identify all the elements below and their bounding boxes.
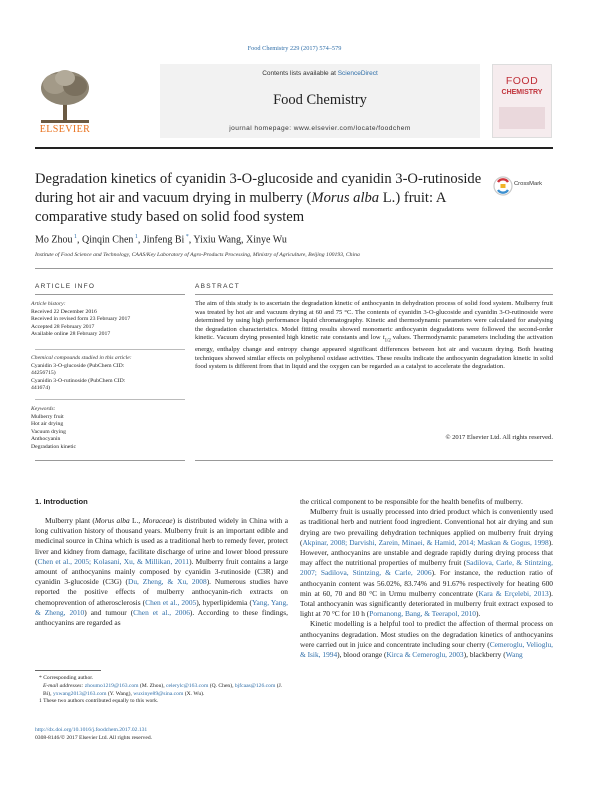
author-footnote-mark[interactable]: * (184, 234, 189, 240)
footnotes (35, 675, 288, 706)
email-link[interactable]: zhoumo1219@163.com (84, 682, 139, 689)
abstract-text (195, 300, 553, 372)
text-run: ). However, anthocyanins are unstable and degrade rapidly during drying process that may affect the nutritional properties of mulberry fruit ( (300, 537, 553, 568)
journal-reference[interactable]: Food Chemistry 229 (2017) 574–579 (247, 45, 342, 52)
intro-paragraph-2 (300, 507, 553, 619)
title-rule (35, 268, 553, 269)
citation-link[interactable]: Du, Zheng, & Xu, 2008 (128, 577, 207, 587)
cover-artwork (499, 107, 545, 129)
author-separator: , (137, 234, 143, 246)
cover-word-chemistry: CHEMISTRY (501, 89, 543, 96)
history-item: Received in revised form 23 February 2017 (31, 316, 131, 323)
title-species: Morus alba (311, 190, 380, 206)
title-text-2: L.) fruit: A comparative study based on solid food system (35, 190, 446, 225)
author-separator: , (241, 234, 247, 246)
keyword-item: Degradation kinetic (31, 443, 77, 450)
citation-link[interactable]: Chen et al., 2005; Kolasani, Xu, & Millikan, 2011 (37, 556, 190, 566)
abstract-bottom-rule (195, 460, 553, 461)
citation-link[interactable]: Wang (505, 650, 523, 660)
citation-link[interactable]: Pornanong, Bang, & Teerapol, 2010 (369, 609, 476, 619)
keyword-item: Hot air drying (31, 421, 64, 428)
email-link[interactable]: celerylc@163.com (166, 682, 209, 689)
citation-link[interactable]: Akpinar, 2008; Darvishi, Zarein, Minaei, & Hamid, 2014; Maskan & Gogus, 1998 (302, 537, 549, 547)
footnote-rule (35, 670, 101, 671)
crossmark-badge[interactable] (493, 176, 553, 198)
abstract-copyright: © 2017 Elsevier Ltd. All rights reserved. (445, 434, 553, 441)
keyword-item: Anthocyanin (31, 436, 61, 443)
text-run: ) is distributed widely in China with a long cultivation history of thousand years. Mulberry fruit is an important edible and medicinal source in China which is used as a traditional herb to remedy fever, protect liver and kidney from damage, facilitate discharge of urine and lower blood pressure ( (35, 516, 288, 566)
author-footnote-mark[interactable]: 1 (133, 234, 138, 240)
history-label: Article history: (31, 301, 66, 307)
citation-link[interactable]: Chen et al., 2005 (145, 597, 197, 607)
text-run: ), blood orange ( (337, 650, 387, 660)
text-run: (Y. Wang), (106, 690, 134, 697)
text-run: ). Numerous studies have reported the positive effects of mulberry anthocyanin-rich extracts on chemoprevention of atherosclerosis ( (35, 577, 288, 607)
homepage-link[interactable]: www.elsevier.com/locate/foodchem (293, 125, 411, 132)
equal-contribution-note: 1 These two authors contributed equally to this work. (39, 698, 159, 705)
author-name[interactable]: Jinfeng Bi (142, 234, 185, 246)
text-run: Kinetic modelling is a helpful tool to predict the affection of thermal process on anthocyanins degradation. Most studies on the degradation kinetics of anthocyanins were carried out in juice and concentrate including sour cherry ( (300, 619, 553, 649)
compounds-list (31, 363, 181, 393)
author-name[interactable]: Xinye Wu (246, 234, 287, 246)
homepage-line (160, 125, 480, 132)
journal-title[interactable]: Food Chemistry (273, 92, 367, 108)
intro-paragraph-1-cont: the critical component to be responsible for the health benefits of mulberry. (300, 497, 523, 506)
homepage-prefix: journal homepage: (229, 125, 294, 132)
sciencedirect-link[interactable]: ScienceDirect (337, 70, 378, 77)
email-label: E-mail addresses: (43, 682, 84, 689)
abstract-heading: ABSTRACT (195, 283, 241, 290)
text-run: L., (129, 516, 143, 525)
citation-link[interactable]: Sadilova, Carle, & Stintzing, 2007; Sadilova, Stintzing, & Carle, 2006 (300, 558, 553, 578)
text-run: Mulberry plant ( (45, 516, 95, 525)
left-column (35, 516, 288, 628)
crossmark-label[interactable]: CrossMark (514, 181, 543, 187)
article-title (35, 170, 505, 227)
text-run: Morus alba (94, 516, 130, 525)
email-addresses (35, 683, 288, 699)
title-text-1: Degradation kinetics of cyanidin 3-O-glucoside and cyanidin 3-O-rutinoside during hot air and vacuum drying in mulberry ( (35, 171, 482, 206)
intro-paragraph-3 (300, 619, 553, 660)
crossmark-icon (493, 176, 513, 196)
author-name[interactable]: Yixiu Wang (193, 234, 242, 246)
citation-link[interactable]: Cemeroglu, Velioglu, & Isik, 1994 (300, 639, 554, 660)
abstract-text-a: The aim of this study is to ascertain the degradation kinetic of anthocyanin in dehydration process of solid food system. Mulberry fruit was treated by hot air and vacuum drying at 60 and 75 °C. The contents of cyanidin 3-O-glucoside and cyanidin 3-O-rutinoside were determined by using high performance liquid chromatography. Kinetic and thermodynamic parameters were calculated for analysing the degradation characteristics. Model fitting results showed monomeric anthocyanin degradations were followed the second-order kinetic. Vacuum drying presented high kinetic rate constants and low (195, 300, 553, 342)
author-separator: , (77, 234, 82, 246)
header-rule (35, 147, 553, 149)
history-item: Accepted 28 February 2017 (31, 323, 95, 330)
contents-line (160, 70, 480, 77)
half-life-symbol: t (382, 334, 385, 342)
keywords (31, 406, 181, 452)
doi-link[interactable]: http://dx.doi.org/10.1016/j.foodchem.2017.02.131 (35, 727, 148, 733)
text-run: (M. Zhou), (138, 682, 167, 689)
text-run: ), hyperlipidemia ( (196, 597, 252, 607)
text-run: ) and tumour ( (84, 607, 134, 617)
article-history (31, 301, 181, 339)
text-run: ). According to these findings, anthocyanins are regarded as (35, 607, 288, 628)
text-run: ). (475, 609, 481, 619)
cover-word-food: FOOD (505, 75, 539, 87)
article-info-bottom-rule (35, 460, 185, 461)
journal-header (160, 64, 480, 138)
text-run: Moraceae (142, 516, 173, 525)
elsevier-wordmark: ELSEVIER (39, 124, 91, 135)
compounds-label: Chemical compounds studied in this article: (31, 355, 132, 361)
history-item: Available online 28 February 2017 (31, 331, 111, 338)
citation-link[interactable]: Chen et al., 2006 (133, 607, 190, 617)
abstract-text-b: values. Thermodynamic parameters including the activation energy, enthalpy change and entropy change appeared significant differences between hot air and vacuum drying. Both heating techniques showed similar effects on polyphenol oxidase activities. These results indicate the anthocyanin degradation kinetic in solid food system is different from that in liquid and the oxygen can be regarded as a catalyst to accelerate the degradation. (195, 334, 553, 371)
email-link[interactable]: yxwang2013@163.com (52, 690, 107, 697)
right-column (300, 497, 553, 660)
contents-prefix: Contents lists available at (262, 70, 338, 77)
history-list (31, 309, 181, 339)
issn-line: 0308-8146/© 2017 Elsevier Ltd. All rights reserved. (35, 734, 153, 741)
text-run: ). Total anthocyanin was significantly deteriorated in mulberry fruit extract exposed to light at 70 °C for 10 h ( (300, 588, 553, 619)
email-link[interactable]: bjfcaas@126.com (234, 682, 276, 689)
keyword-item: Vacuum drying (31, 428, 66, 435)
email-link[interactable]: wuxinye89@sina.com (133, 690, 184, 697)
affiliation: Institute of Food Science and Technology, CAAS/Key Laboratory of Agro-Products Processing, Ministry of Agriculture, Beijing 100193, China (35, 252, 360, 258)
chemical-compounds (31, 355, 181, 393)
abstract-rule (195, 294, 553, 295)
info-divider-2 (35, 399, 185, 400)
corresponding-author-note: * Corresponding author. (39, 675, 94, 681)
citation-link[interactable]: Yang, Yang, & Zheng, 2010 (35, 597, 288, 617)
introduction-heading: 1. Introduction (35, 497, 88, 506)
doi-block (35, 727, 335, 743)
author-name[interactable]: Qinqin Chen (82, 234, 134, 246)
text-run: (X. Wu). (183, 690, 205, 697)
citation-link[interactable]: Kirca & Cemeroglu, 2003 (386, 650, 464, 660)
half-life-subscript: 1/2 (384, 338, 391, 344)
journal-cover[interactable] (492, 64, 552, 138)
author-list (35, 234, 287, 245)
citation-link[interactable]: Kara & Erçelebi, 2013 (478, 588, 549, 598)
compound-item: Cyanidin 3-O-glucoside (PubChem CID: (31, 362, 125, 369)
compound-item: Cyanidin 3-O-rutinoside (PubChem CID: (31, 377, 126, 384)
text-run: (Q. Chen), (208, 682, 235, 689)
history-item: Received 22 December 2016 (31, 308, 97, 315)
keyword-item: Mulberry fruit (31, 413, 64, 420)
text-run: Mulberry fruit is usually processed into dried product which is conveniently used as traditional herb and nutrient food ingredient. Conventional hot air drying and sun drying are two prevailing dehydration techniques applied on mulberry fruit drying ( (300, 507, 553, 547)
text-run: ). Mulberry fruit contains a large amount of anthocyanins mainly composed by cyanidin 3-rutinoside (C3R) and cyanidin 3-glucoside (C3G) ( (35, 556, 289, 587)
elsevier-logo (35, 66, 95, 138)
text-run: ), blackberry ( (463, 650, 506, 660)
author-separator: , (188, 234, 194, 246)
article-info-rule (35, 294, 185, 295)
compound-item: 44256715) (31, 370, 56, 377)
text-run: ). For instance, the reduction ratio of anthocyanin content was 56.02%, 83.74% and 91.67% respectively for heating 600 min at 60, 70 and 80 °C in Urmu mulberry concentrate ( (300, 568, 553, 598)
compound-item: 441674) (31, 385, 50, 392)
keywords-label: Keywords: (31, 406, 56, 412)
author-name[interactable]: Mo Zhou (35, 234, 73, 246)
intro-paragraph-1 (35, 516, 288, 628)
text-run: (J. Bi), (43, 682, 283, 697)
keywords-list (31, 414, 181, 452)
info-divider-1 (35, 349, 185, 350)
author-footnote-mark[interactable]: 1 (72, 234, 77, 240)
article-info-heading: ARTICLE INFO (35, 283, 96, 290)
